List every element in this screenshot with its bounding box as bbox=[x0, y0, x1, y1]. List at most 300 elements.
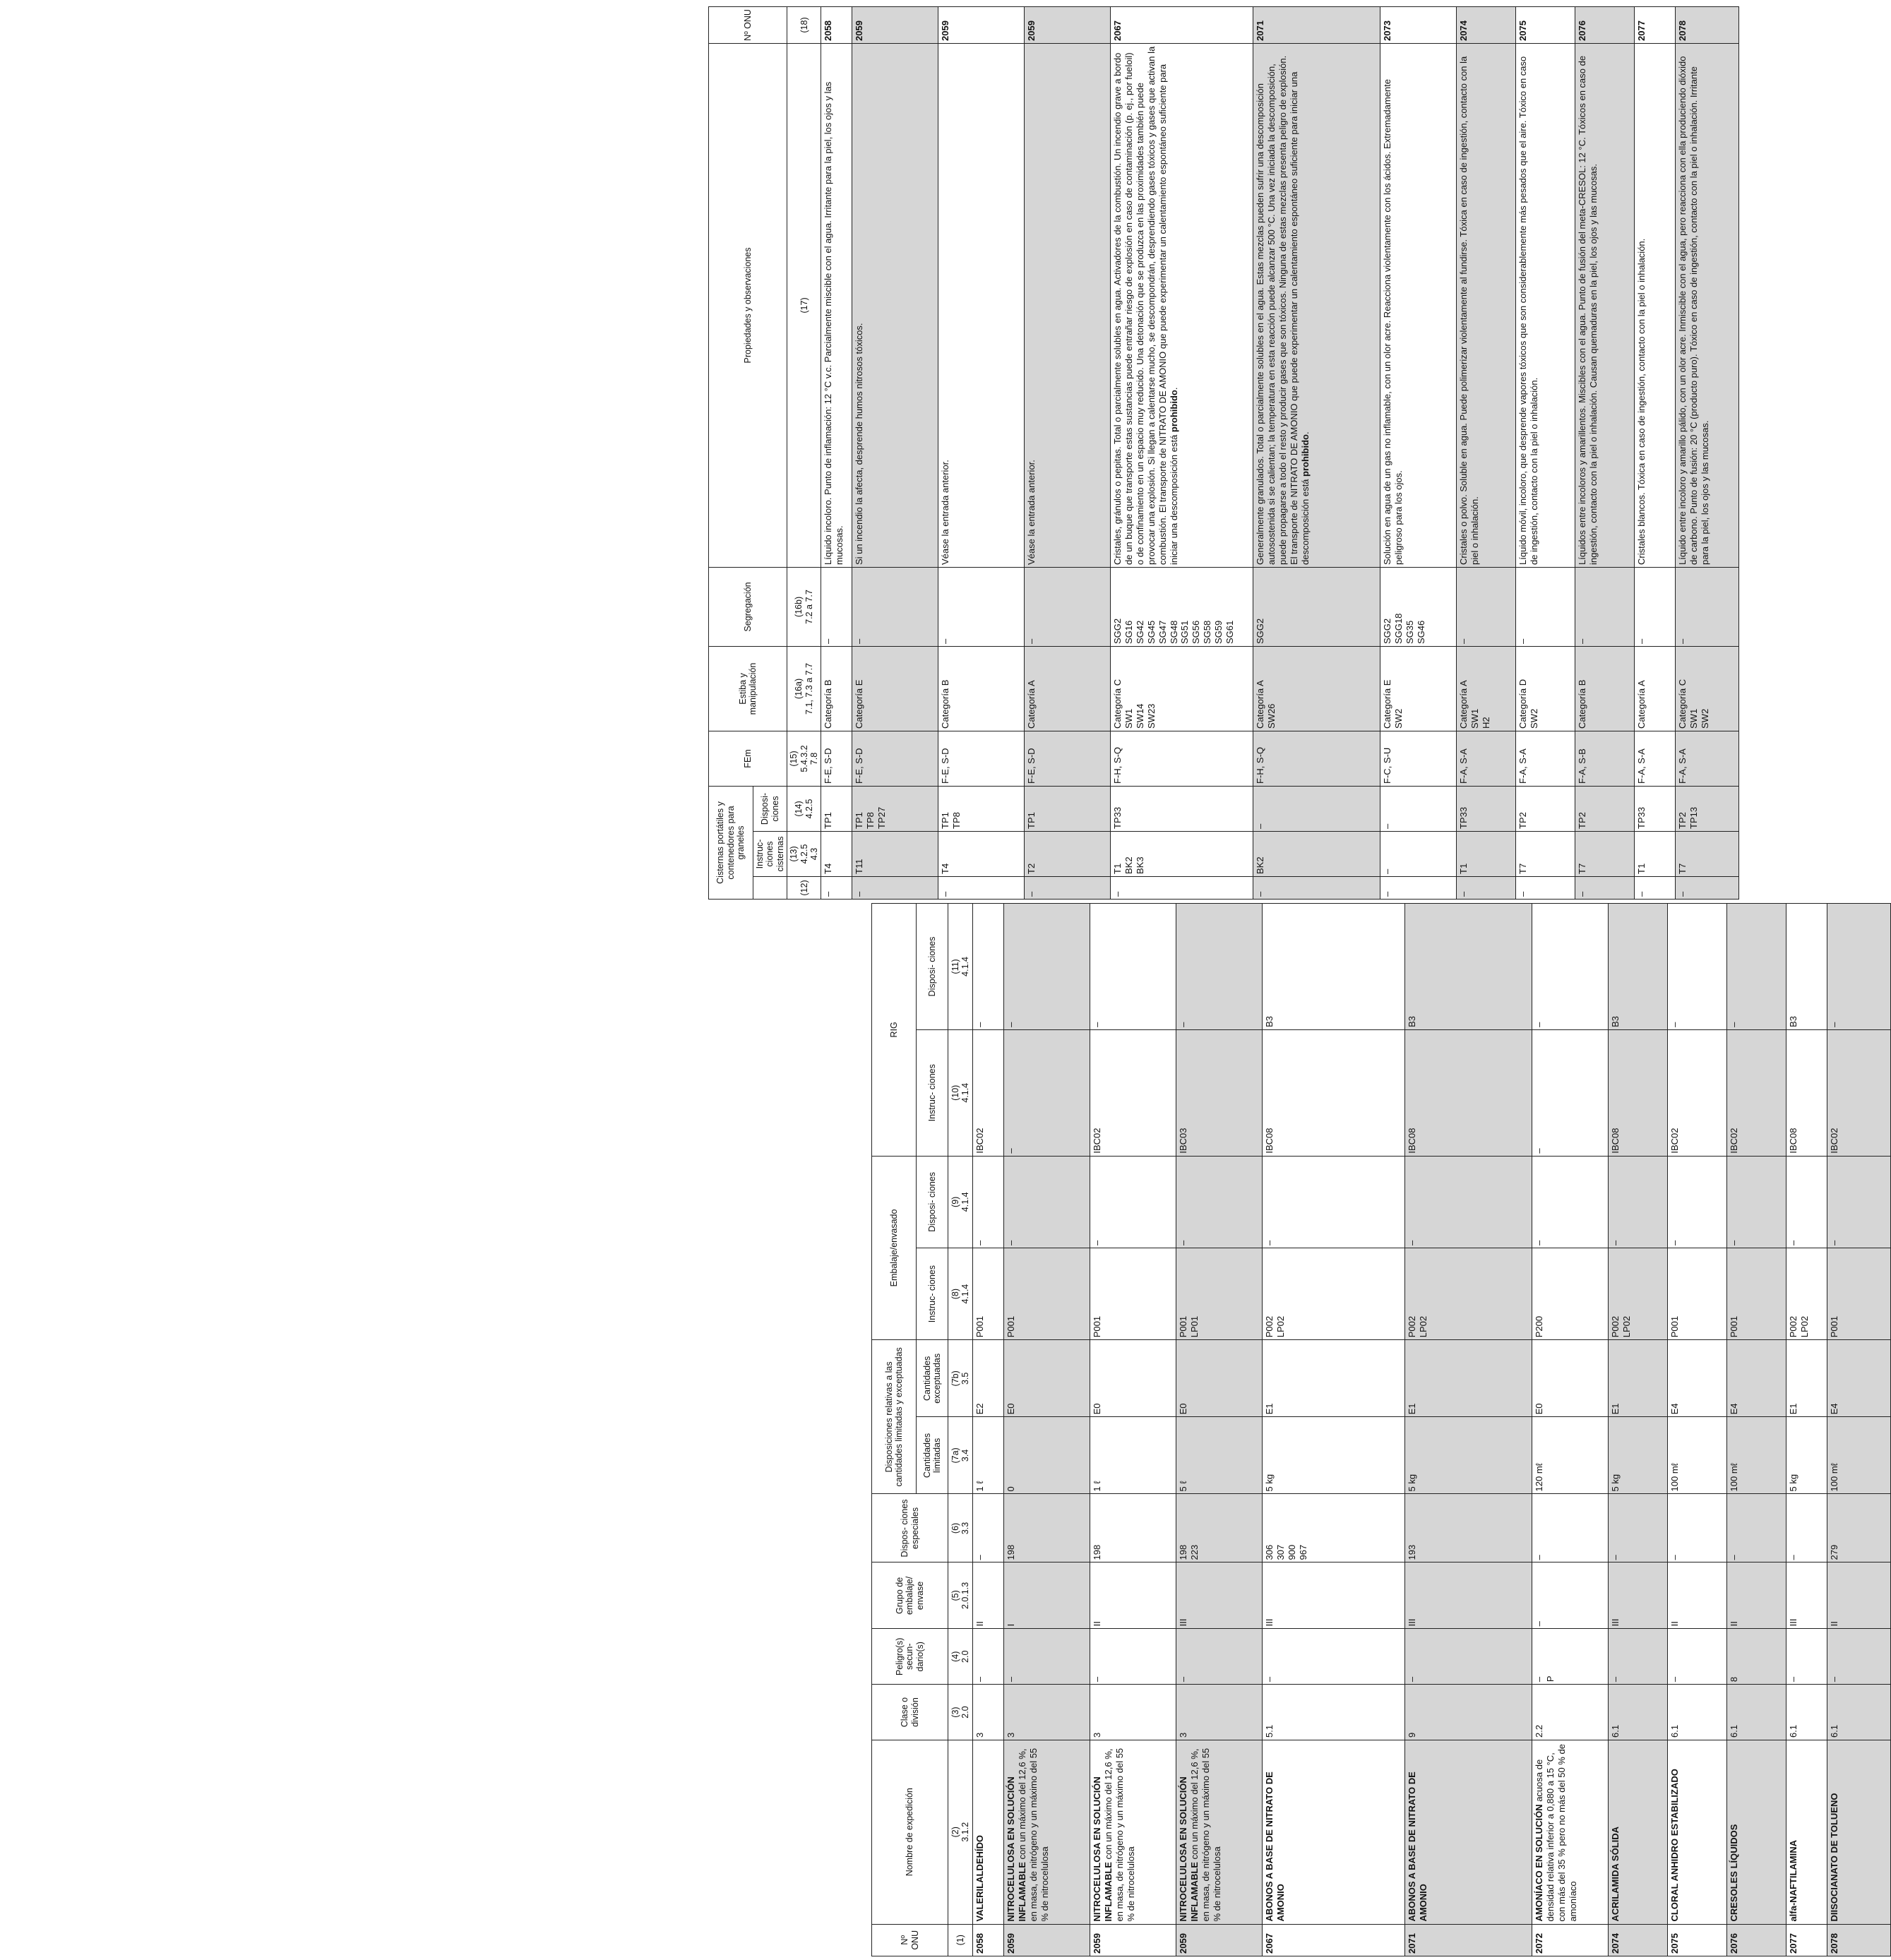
cell-line: SGG18 bbox=[1393, 613, 1404, 644]
cell-line: 306 bbox=[1264, 1544, 1275, 1560]
special-provisions-cell: – bbox=[1727, 1494, 1786, 1562]
limited-qty-cell: 1 ℓ bbox=[973, 1417, 1004, 1494]
cell-line: 4.1.4 bbox=[960, 1082, 970, 1103]
shipping-name: ACRILAMIDA SÓLIDA bbox=[1610, 1826, 1621, 1922]
properties-cell bbox=[1516, 43, 1575, 567]
packing-group-cell: II bbox=[1668, 1562, 1727, 1629]
shipping-name-cell bbox=[1263, 1740, 1405, 1924]
cell-line: 4.3 bbox=[809, 847, 819, 861]
packing-prov-cell: – bbox=[1263, 1156, 1405, 1248]
shipping-name-cell bbox=[1004, 1740, 1090, 1924]
cell-line: SW2 bbox=[1699, 708, 1710, 729]
shipping-name-cell bbox=[1668, 1740, 1727, 1924]
un-number-cell: 2059 bbox=[938, 6, 1025, 43]
un-number-cell: 2075 bbox=[1516, 6, 1575, 43]
tank-prov-cell bbox=[1676, 786, 1739, 831]
cell-line: SW14 bbox=[1134, 703, 1145, 729]
cell-line: P002 bbox=[1407, 1315, 1417, 1338]
ibc-prov-cell: – bbox=[1176, 904, 1263, 1030]
packing-instr-cell: P001 bbox=[1727, 1248, 1786, 1339]
un-number-cell: 2071 bbox=[1253, 6, 1380, 43]
cell-line: TP8 bbox=[951, 812, 962, 829]
packing-group-cell: II bbox=[973, 1562, 1004, 1629]
subsidiary-hazard-cell: – bbox=[1786, 1629, 1827, 1685]
class-cell: 6.1 bbox=[1727, 1685, 1786, 1740]
cell-line: 2.0 bbox=[960, 1650, 970, 1663]
packing-prov-cell: – bbox=[1405, 1156, 1532, 1248]
properties-text: Líquido entre incoloro y amarillo pálido, con un olor acre. Inmiscible con el agua, pero reacciona con ella produciendo dióxido de carbono. Punto de fusión: 20 °C (producto puro). Tóxico en caso de ingestión, contacto con la piel o inhalación. Irritante para la piel, los ojos y las mucosas. bbox=[1677, 56, 1710, 565]
table-row bbox=[1380, 6, 1457, 899]
un-number-cell: 2067 bbox=[1263, 1924, 1405, 1956]
cell-line: 967 bbox=[1297, 1544, 1308, 1560]
cell-line: (2) bbox=[950, 1827, 960, 1838]
cell-line: (8) bbox=[950, 1289, 960, 1300]
class-cell: 6.1 bbox=[1668, 1685, 1727, 1740]
ibc-prov-cell: – bbox=[1090, 904, 1176, 1030]
special-provisions-cell bbox=[1263, 1494, 1405, 1562]
limited-qty-cell: 5 ℓ bbox=[1176, 1417, 1263, 1494]
ems-cell: F-A, S-A bbox=[1635, 731, 1676, 786]
cell-line: (9) bbox=[950, 1196, 960, 1207]
cell-line: 900 bbox=[1286, 1544, 1297, 1560]
subsidiary-hazard-cell: – bbox=[1405, 1629, 1532, 1685]
subsidiary-hazard-cell bbox=[1532, 1629, 1609, 1685]
tank-col12-cell: – bbox=[938, 877, 1025, 900]
limited-qty-cell: 120 mℓ bbox=[1532, 1417, 1609, 1494]
special-provisions-cell: 198 bbox=[1090, 1494, 1176, 1562]
column-number bbox=[787, 731, 821, 786]
cell-line: (5) bbox=[950, 1590, 960, 1601]
packing-prov-cell: – bbox=[1532, 1156, 1609, 1248]
col-header-cantidades: Disposiciones relativas a las cantidades limitadas y exceptuadas bbox=[872, 1340, 917, 1494]
column-number bbox=[948, 1494, 973, 1562]
packing-group-cell: III bbox=[1263, 1562, 1405, 1629]
stowage-cell bbox=[1380, 646, 1457, 731]
un-number-cell: 2058 bbox=[973, 1924, 1004, 1956]
column-number-row bbox=[948, 904, 973, 1956]
cell-line: SG46 bbox=[1415, 620, 1426, 644]
col-header-emb-disp: Disposi- ciones bbox=[917, 1156, 948, 1248]
tank-col12-cell: – bbox=[1457, 877, 1516, 900]
table-row bbox=[1263, 904, 1405, 1956]
segregation-cell: – bbox=[938, 567, 1025, 646]
special-provisions-cell: 279 bbox=[1827, 1494, 1891, 1562]
limited-qty-cell: 5 kg bbox=[1609, 1417, 1668, 1494]
cell-line: (17) bbox=[799, 297, 809, 313]
properties-text: Cristales blancos. Tóxica en caso de ingestión, contacto con la piel o inhalación. bbox=[1636, 238, 1647, 565]
class-cell: 3 bbox=[973, 1685, 1004, 1740]
ems-cell: F-E, S-D bbox=[938, 731, 1025, 786]
col-header-fem: FEm bbox=[709, 731, 787, 786]
limited-qty-cell: 100 mℓ bbox=[1827, 1417, 1891, 1494]
col-header-emb-instr: Instruc- ciones bbox=[917, 1248, 948, 1339]
ibc-instr-cell: IBC02 bbox=[973, 1029, 1004, 1156]
cell-line: 2.0.1.3 bbox=[960, 1582, 970, 1610]
segregation-cell: – bbox=[1635, 567, 1676, 646]
col-header-rig-instr: Instruc- ciones bbox=[917, 1029, 948, 1156]
cell-line: (1) bbox=[955, 1935, 965, 1946]
class-cell: 3 bbox=[1176, 1685, 1263, 1740]
cell-line: SW2 bbox=[1529, 708, 1540, 729]
excepted-qty-cell: E4 bbox=[1827, 1340, 1891, 1417]
shipping-name-detail: con un máximo del 12,6 %, en masa, de nitrógeno y un máximo del 55 % de nitrocelulosa bbox=[1102, 1747, 1136, 1922]
shipping-name-cell bbox=[1786, 1740, 1827, 1924]
shipping-name: alfa-NAFTILAMINA bbox=[1788, 1840, 1798, 1922]
packing-group-cell: II bbox=[1727, 1562, 1786, 1629]
column-number bbox=[948, 1562, 973, 1629]
tank-instr-cell: T4 bbox=[821, 832, 852, 877]
shipping-name: CLORAL ANHIDRO ESTABILIZADO bbox=[1669, 1769, 1680, 1922]
properties-text: Si un incendio la afecta, desprende humos nitrosos tóxicos. bbox=[854, 323, 865, 565]
ibc-prov-cell: B3 bbox=[1263, 904, 1405, 1030]
ibc-instr-cell: IBC08 bbox=[1263, 1029, 1405, 1156]
cell-line: P001 bbox=[1178, 1315, 1188, 1338]
ibc-instr-cell: IBC08 bbox=[1609, 1029, 1668, 1156]
cell-line: SW23 bbox=[1145, 703, 1157, 729]
excepted-qty-cell: E0 bbox=[1090, 1340, 1176, 1417]
cell-line: 3.1.2 bbox=[960, 1822, 970, 1842]
properties-text: Solución en agua de un gas no inflamable, con un olor acre. Reacciona violentamente con los ácidos. Extremadamente peligroso para los ojos. bbox=[1382, 79, 1404, 565]
special-provisions-cell: – bbox=[973, 1494, 1004, 1562]
packing-prov-cell: – bbox=[1004, 1156, 1090, 1248]
stowage-cell bbox=[1457, 646, 1516, 731]
cell-line: 2.0 bbox=[960, 1706, 970, 1719]
table-row bbox=[1827, 904, 1891, 1956]
shipping-name: CRESOLES LÍQUIDOS bbox=[1729, 1824, 1739, 1922]
col-header-rig-disp: Disposi- ciones bbox=[917, 904, 948, 1030]
properties-cell bbox=[1676, 43, 1739, 567]
limited-qty-cell: 5 kg bbox=[1405, 1417, 1532, 1494]
ems-cell: F-A, S-A bbox=[1676, 731, 1739, 786]
tank-col12-cell: – bbox=[1516, 877, 1575, 900]
properties-text: Líquidos entre incoloros y amarillentos. Miscibles con el agua. Punto de fusión del meta-CRESOL: 12 °C. Tóxicos en caso de ingestión, contacto con la piel o inhalación. Causan quemaduras en la piel, los ojos y las mucosas. bbox=[1577, 55, 1599, 565]
tank-col12-cell: – bbox=[1635, 877, 1676, 900]
cell-line: SG42 bbox=[1134, 620, 1145, 644]
tank-col12-cell: – bbox=[1575, 877, 1635, 900]
cell-line: SW1 bbox=[1469, 708, 1481, 729]
packing-prov-cell: – bbox=[1609, 1156, 1668, 1248]
properties-cell bbox=[1575, 43, 1635, 567]
properties-cell bbox=[1457, 43, 1516, 567]
cell-line: LP02 bbox=[1417, 1315, 1428, 1338]
table-row bbox=[1786, 904, 1827, 1956]
table-row bbox=[1575, 6, 1635, 899]
cell-line: TP13 bbox=[1688, 806, 1700, 829]
tank-prov-cell bbox=[938, 786, 1025, 831]
cell-line: 307 bbox=[1275, 1544, 1286, 1560]
class-cell: 6.1 bbox=[1609, 1685, 1668, 1740]
cell-line: 4.2.5 bbox=[804, 799, 814, 819]
ibc-prov-cell: – bbox=[1004, 904, 1090, 1030]
stowage-cell bbox=[1253, 646, 1380, 731]
tank-col12-cell: – bbox=[1676, 877, 1739, 900]
packing-group-cell: II bbox=[1827, 1562, 1891, 1629]
cell-line: 4.2.5 bbox=[799, 844, 809, 864]
ems-cell: F-A, S-A bbox=[1457, 731, 1516, 786]
limited-qty-cell: 100 mℓ bbox=[1727, 1417, 1786, 1494]
stowage-cell bbox=[1111, 646, 1253, 731]
ibc-instr-cell: IBC03 bbox=[1176, 1029, 1263, 1156]
cell-line: P002 bbox=[1610, 1315, 1621, 1338]
un-number-cell: 2074 bbox=[1457, 6, 1516, 43]
un-number-cell: 2059 bbox=[1176, 1924, 1263, 1956]
ibc-prov-cell: B3 bbox=[1405, 904, 1532, 1030]
cell-line: SW1 bbox=[1123, 708, 1135, 729]
class-cell: 9 bbox=[1405, 1685, 1532, 1740]
properties-cell bbox=[1025, 43, 1111, 567]
cell-line: SG56 bbox=[1191, 620, 1202, 644]
col-header-peligro: Peligro(s) secun- dario(s) bbox=[872, 1629, 948, 1685]
un-number-cell: 2074 bbox=[1609, 1924, 1668, 1956]
properties-text: Líquido incoloro. Punto de inflamación: 12 °C v.c. Parcialmente miscible con el agua. Irritante para la piel, los ojos y las mucosas. bbox=[823, 81, 845, 565]
col-header-estiba: Estiba y manipulación bbox=[709, 646, 787, 731]
stowage-cell: Categoría A bbox=[1025, 646, 1111, 731]
col-header-un: Nº ONU bbox=[872, 1924, 948, 1956]
table-row bbox=[1532, 904, 1609, 1956]
properties-cell: Generalmente granulados. Total o parcialmente solubles en el agua. Estas mezclas pueden sufrir una descomposición autosostenida si se calientan; la temperatura en esta reacción puede alcanzar 500 °C. Una vez iniciada la descomposición, puede propagarse a todo el resto y producir gases que son tóxicos. Ninguna de estas mezclas presenta peligro de explosión. El transporte de NITRATO DE AMONIO que puede experimentar un calentamiento espontáneo suficiente para iniciar una descomposición está prohibido. bbox=[1253, 43, 1380, 567]
limited-qty-cell: 1 ℓ bbox=[1090, 1417, 1176, 1494]
segregation-cell: – bbox=[852, 567, 938, 646]
cell-line: Categoría E bbox=[1382, 679, 1393, 729]
excepted-qty-cell: E2 bbox=[973, 1340, 1004, 1417]
special-provisions-cell: 198 bbox=[1004, 1494, 1090, 1562]
properties-cell bbox=[852, 43, 938, 567]
cell-line: LP02 bbox=[1621, 1315, 1632, 1338]
column-number bbox=[787, 646, 821, 731]
ibc-prov-cell: – bbox=[1532, 904, 1609, 1030]
col-header-grupo: Grupo de embalaje/ envase bbox=[872, 1562, 948, 1629]
table-row bbox=[1676, 6, 1739, 899]
column-number bbox=[948, 1156, 973, 1248]
cell-line: – bbox=[1534, 1676, 1544, 1683]
shipping-name: DIISOCIANATO DE TOLUENO bbox=[1829, 1793, 1839, 1922]
un-number-cell: 2076 bbox=[1575, 6, 1635, 43]
stowage-cell bbox=[1516, 646, 1575, 731]
subsidiary-hazard-cell: – bbox=[1827, 1629, 1891, 1685]
class-cell: 2.2 bbox=[1532, 1685, 1609, 1740]
properties-cell bbox=[1380, 43, 1457, 567]
shipping-name-cell bbox=[1609, 1740, 1668, 1924]
cell-line: 3.4 bbox=[960, 1449, 970, 1462]
cell-line: TP2 bbox=[1677, 812, 1688, 829]
properties-emphasis: prohibido bbox=[1168, 390, 1179, 433]
cell-line: (4) bbox=[950, 1651, 960, 1662]
table-row bbox=[1111, 6, 1253, 899]
stowage-cell: Categoría B bbox=[821, 646, 852, 731]
packing-instr-cell: P001 bbox=[973, 1248, 1004, 1339]
cell-line: TP1 bbox=[940, 812, 951, 829]
shipping-name: AMONÍACO EN SOLUCIÓN bbox=[1534, 1804, 1544, 1922]
ems-cell: F-E, S-D bbox=[852, 731, 938, 786]
class-cell: 6.1 bbox=[1827, 1685, 1891, 1740]
cell-line: SGG2 bbox=[1112, 618, 1123, 644]
tank-col12-cell: – bbox=[852, 877, 938, 900]
packing-group-cell: III bbox=[1786, 1562, 1827, 1629]
un-number-cell: 2077 bbox=[1786, 1924, 1827, 1956]
cell-line: T1 bbox=[1112, 863, 1123, 874]
tank-col12-cell: – bbox=[1111, 877, 1253, 900]
table-row bbox=[1609, 904, 1668, 1956]
shipping-name-cell bbox=[1090, 1740, 1176, 1924]
cell-line: (11) bbox=[950, 959, 960, 974]
packing-instr-cell bbox=[1609, 1248, 1668, 1339]
table-row bbox=[938, 6, 1025, 899]
ibc-instr-cell: IBC02 bbox=[1668, 1029, 1727, 1156]
shipping-name-detail: con un máximo del 12,6 %, en masa, de nitrógeno y un máximo del 55 % de nitrocelulosa bbox=[1188, 1747, 1222, 1922]
table-row bbox=[1176, 904, 1263, 1956]
cell-line: 3.3 bbox=[960, 1522, 970, 1535]
tank-prov-cell: – bbox=[1253, 786, 1380, 831]
properties-text: Véase la entrada anterior. bbox=[1026, 460, 1037, 565]
packing-instr-cell bbox=[1405, 1248, 1532, 1339]
column-number bbox=[787, 832, 821, 877]
cell-line: Categoría A bbox=[1458, 680, 1469, 729]
packing-prov-cell: – bbox=[1090, 1156, 1176, 1248]
ibc-prov-cell: – bbox=[1668, 904, 1727, 1030]
cell-line: Categoría C bbox=[1677, 679, 1688, 729]
ems-cell: F-A, S-B bbox=[1575, 731, 1635, 786]
column-number bbox=[787, 6, 821, 43]
col-header-un-right: Nº ONU bbox=[709, 6, 787, 43]
col-header-rig: RIG bbox=[872, 904, 917, 1157]
table-row bbox=[1253, 6, 1380, 899]
packing-group-cell: – bbox=[1532, 1562, 1609, 1629]
excepted-qty-cell: E0 bbox=[1004, 1340, 1090, 1417]
tank-instr-cell: T7 bbox=[1676, 832, 1739, 877]
column-number bbox=[787, 567, 821, 646]
ibc-prov-cell: – bbox=[1827, 904, 1891, 1030]
packing-instr-cell bbox=[1176, 1248, 1263, 1339]
excepted-qty-cell: E1 bbox=[1786, 1340, 1827, 1417]
excepted-qty-cell: E0 bbox=[1532, 1340, 1609, 1417]
subsidiary-hazard-cell: – bbox=[1176, 1629, 1263, 1685]
packing-instr-cell: P001 bbox=[1090, 1248, 1176, 1339]
cell-line: 7.8 bbox=[809, 752, 819, 765]
ibc-instr-cell: IBC08 bbox=[1786, 1029, 1827, 1156]
cell-line: TP8 bbox=[865, 812, 876, 829]
col-header-name: Nombre de expedición bbox=[872, 1740, 948, 1924]
special-provisions-cell: – bbox=[1668, 1494, 1727, 1562]
ibc-prov-cell: – bbox=[1727, 904, 1786, 1030]
subsidiary-hazard-cell: – bbox=[973, 1629, 1004, 1685]
shipping-name-cell bbox=[973, 1740, 1004, 1924]
subsidiary-hazard-cell: – bbox=[1263, 1629, 1405, 1685]
col-header-cisternas: Cisternas portátiles y contenedores para graneles bbox=[709, 786, 753, 899]
cell-line: SG16 bbox=[1123, 620, 1135, 644]
cell-line: 4.1.4 bbox=[960, 957, 970, 976]
cell-line: (18) bbox=[799, 17, 809, 33]
table-row bbox=[1090, 904, 1176, 1956]
tank-prov-cell: TP33 bbox=[1111, 786, 1253, 831]
column-number bbox=[948, 1629, 973, 1685]
un-number-cell: 2059 bbox=[1025, 6, 1111, 43]
packing-instr-cell bbox=[1263, 1248, 1405, 1339]
shipping-name: NITROCELULOSA EN SOLUCIÓN INFLAMABLE bbox=[1092, 1776, 1114, 1922]
packing-prov-cell: – bbox=[1668, 1156, 1727, 1248]
properties-cell: Cristales, gránulos o pepitas. Total o parcialmente solubles en agua. Activadores de la combustión. Un incendio grave a bordo de un buque que transporte estas sustancias puede entrañar riesgo de explosión en caso de contaminación (p. ej., por fueloil) o de confinamiento en un espacio muy reducido. Una detonación que se produzca en las proximidades también puede provocar una explosión. Si llegan a calentarse mucho, se descompondrán, desprendiendo gases tóxicos y gases que activan la combustión. El transporte de NITRATO DE AMONIO que puede experimentar un calentamiento espontáneo suficiente para iniciar una descomposición está prohibido. bbox=[1111, 43, 1253, 567]
tank-col12-cell: – bbox=[821, 877, 852, 900]
column-number bbox=[948, 1685, 973, 1740]
cell-line: P bbox=[1544, 1675, 1556, 1683]
col-header-blank-12 bbox=[753, 877, 787, 900]
tank-instr-cell bbox=[1111, 832, 1253, 877]
shipping-name: ABONOS A BASE DE NITRATO DE AMONIO bbox=[1264, 1771, 1286, 1922]
shipping-name-cell bbox=[1176, 1740, 1263, 1924]
properties-emphasis: prohibido bbox=[1299, 434, 1311, 477]
cell-line: SW2 bbox=[1393, 708, 1404, 729]
subsidiary-hazard-cell: – bbox=[1004, 1629, 1090, 1685]
table-row bbox=[1457, 6, 1516, 899]
cell-line: BK2 bbox=[1123, 856, 1135, 874]
subsidiary-hazard-cell: 8 bbox=[1727, 1629, 1786, 1685]
segregation-cell bbox=[1380, 567, 1457, 646]
cell-line: (12) bbox=[799, 880, 809, 896]
cell-line: TP27 bbox=[876, 806, 887, 829]
tank-instr-cell: T1 bbox=[1457, 832, 1516, 877]
cell-line: SG58 bbox=[1202, 620, 1213, 644]
properties-cell bbox=[938, 43, 1025, 567]
tank-prov-cell: TP1 bbox=[1025, 786, 1111, 831]
tank-instr-cell: T7 bbox=[1516, 832, 1575, 877]
cell-line: H2 bbox=[1480, 717, 1491, 729]
cell-line: 3.5 bbox=[960, 1372, 970, 1385]
cell-line: SG59 bbox=[1212, 620, 1224, 644]
table-row bbox=[1004, 904, 1090, 1956]
ibc-instr-cell: – bbox=[1004, 1029, 1090, 1156]
cell-line: 198 bbox=[1178, 1544, 1188, 1560]
cell-line: 7.2 a 7.7 bbox=[804, 590, 814, 624]
col-header-cant-exc: Cantidades exceptuadas bbox=[917, 1340, 948, 1417]
shipping-name-detail: con un máximo del 12,6 %, en masa, de nitrógeno y un máximo del 55 % de nitrocelulosa bbox=[1016, 1747, 1050, 1922]
un-number-cell: 2071 bbox=[1405, 1924, 1532, 1956]
stowage-cell: Categoría A bbox=[1635, 646, 1676, 731]
excepted-qty-cell: E1 bbox=[1609, 1340, 1668, 1417]
class-cell: 5.1 bbox=[1263, 1685, 1405, 1740]
excepted-qty-cell: E1 bbox=[1263, 1340, 1405, 1417]
table-row bbox=[1635, 6, 1676, 899]
class-cell: 3 bbox=[1004, 1685, 1090, 1740]
special-provisions-cell: – bbox=[1532, 1494, 1609, 1562]
tank-prov-cell: TP33 bbox=[1457, 786, 1516, 831]
packing-instr-cell: P001 bbox=[1827, 1248, 1891, 1339]
tank-prov-cell: TP2 bbox=[1575, 786, 1635, 831]
un-number-cell: 2075 bbox=[1668, 1924, 1727, 1956]
cell-line: (7b) bbox=[950, 1370, 960, 1387]
un-number-cell: 2076 bbox=[1727, 1924, 1786, 1956]
packing-group-cell: III bbox=[1405, 1562, 1532, 1629]
excepted-qty-cell: E4 bbox=[1668, 1340, 1727, 1417]
un-number-cell: 2073 bbox=[1380, 6, 1457, 43]
cell-line: (16a) bbox=[794, 678, 804, 700]
cell-line: 7.1, 7.3 a 7.7 bbox=[804, 663, 814, 715]
segregation-cell: – bbox=[1676, 567, 1739, 646]
cell-line: SW1 bbox=[1688, 708, 1700, 729]
properties-cell bbox=[821, 43, 852, 567]
col-header-cist-instr: Instruc- ciones cisternas bbox=[753, 832, 787, 877]
packing-instr-cell: P200 bbox=[1532, 1248, 1609, 1339]
special-provisions-cell: – bbox=[1786, 1494, 1827, 1562]
cell-line: LP01 bbox=[1188, 1315, 1200, 1338]
un-number-cell: 2059 bbox=[1004, 1924, 1090, 1956]
cell-line: 223 bbox=[1188, 1544, 1200, 1560]
table-row bbox=[1025, 6, 1111, 899]
shipping-name-cell bbox=[1405, 1740, 1532, 1924]
packing-instr-cell: P001 bbox=[1668, 1248, 1727, 1339]
properties-text: Cristales o polvo. Soluble en agua. Puede polimerizar violentamente al fundirse. Tóxica en caso de ingestión, contacto con la piel o inhalación. bbox=[1458, 56, 1481, 565]
segregation-cell: – bbox=[1575, 567, 1635, 646]
subsidiary-hazard-cell: – bbox=[1668, 1629, 1727, 1685]
ems-cell: F-H, S-Q bbox=[1111, 731, 1253, 786]
